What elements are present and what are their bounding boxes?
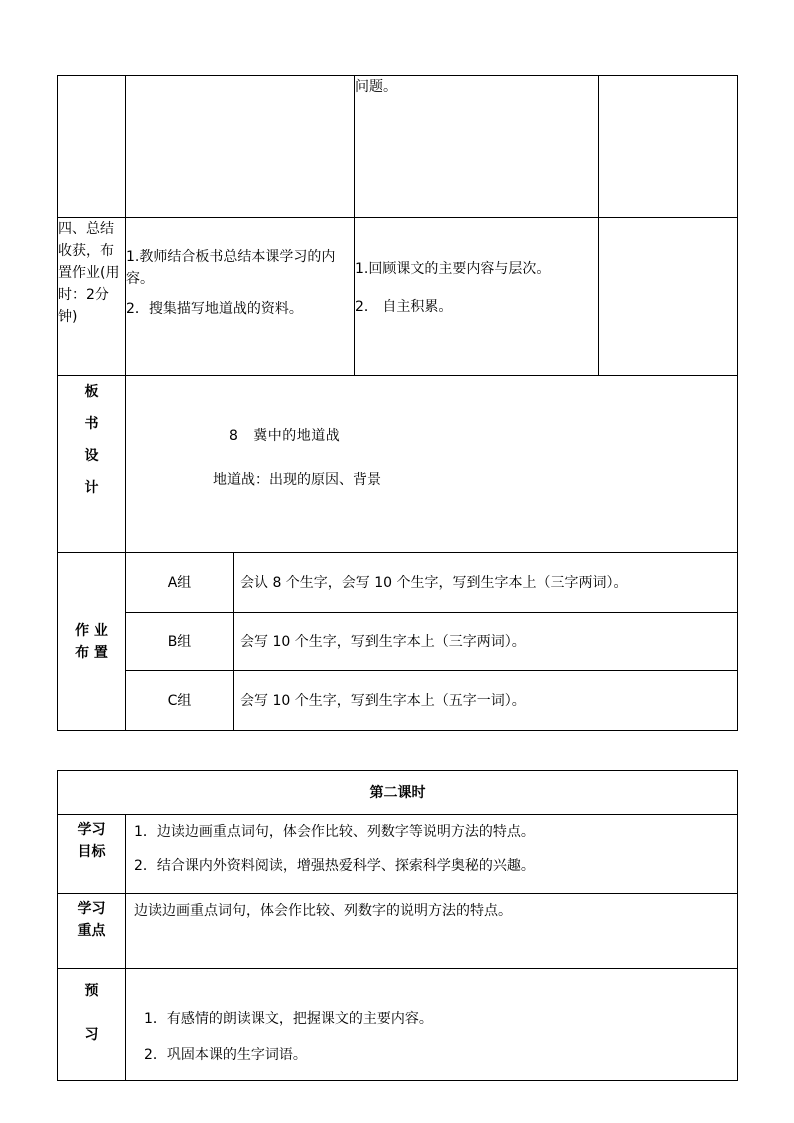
goal-item-1: 1．边读边画重点词句，体会作比较、列数字等说明方法的特点。 [134,824,535,840]
group-a-text: 会认 8 个生字，会写 10 个生字，写到生字本上（三字两词）。 [234,553,738,613]
preview-item-1: 1．有感情的朗读课文，把握课文的主要内容。 [144,1011,433,1027]
stage-label-text: 四、总结收获，布置作业(用时：2分钟) [58,221,120,325]
student-item-2: 2． 自主积累。 [355,299,453,315]
preview-item-2: 2．巩固本课的生字词语。 [144,1047,307,1063]
student-activity-text: 问题。 [355,79,397,95]
second-lesson-title: 第二课时 [58,771,738,815]
student-activity-summary [355,218,599,376]
lesson-plan-table [57,75,738,731]
board-line: 地道战：出现的原因、背景 [213,472,381,488]
key-points-label: 学习 重点 [58,894,126,969]
group-c-text: 会写 10 个生字，写到生字本上（五字一词）。 [234,671,738,731]
learning-goals-label: 学习 目标 [58,815,126,894]
stage-label-summary [58,218,126,376]
note-cell [599,76,738,218]
homework-label: 作 业 布 置 [58,553,126,731]
preview-label: 预 习 [58,969,126,1081]
student-item-1: 1.回顾课文的主要内容与层次。 [355,261,551,277]
learning-goals-content [126,815,738,894]
preview-content [126,969,738,1081]
key-points-row [58,894,738,969]
continued-row [58,76,738,218]
group-a-label: A组 [126,553,234,613]
board-design-row [58,376,738,553]
teacher-activity-cell [126,76,355,218]
homework-row-b [58,613,738,671]
preview-row [58,969,738,1081]
goal-item-2: 2．结合课内外资料阅读，增强热爱科学、探索科学奥秘的兴趣。 [134,858,535,874]
teacher-activity-summary [126,218,355,376]
second-lesson-table [57,770,738,1081]
homework-row-a [58,553,738,613]
teacher-item-1: 1.教师结合板书总结本课学习的内容。 [126,249,336,287]
group-b-label: B组 [126,613,234,671]
key-points-content: 边读边画重点词句，体会作比较、列数字的说明方法的特点。 [126,894,738,969]
board-title: 8 冀中的地道战 [229,428,341,444]
summary-row [58,218,738,376]
board-design-content [126,376,738,553]
group-c-label: C组 [126,671,234,731]
group-b-text: 会写 10 个生字，写到生字本上（三字两词）。 [234,613,738,671]
stage-cell [58,76,126,218]
student-activity-cell [355,76,599,218]
learning-goals-row [58,815,738,894]
board-design-label: 板 书 设 计 [58,376,126,553]
note-cell-summary [599,218,738,376]
homework-row-c [58,671,738,731]
second-lesson-header-row [58,771,738,815]
teacher-item-2: 2．搜集描写地道战的资料。 [126,301,303,317]
